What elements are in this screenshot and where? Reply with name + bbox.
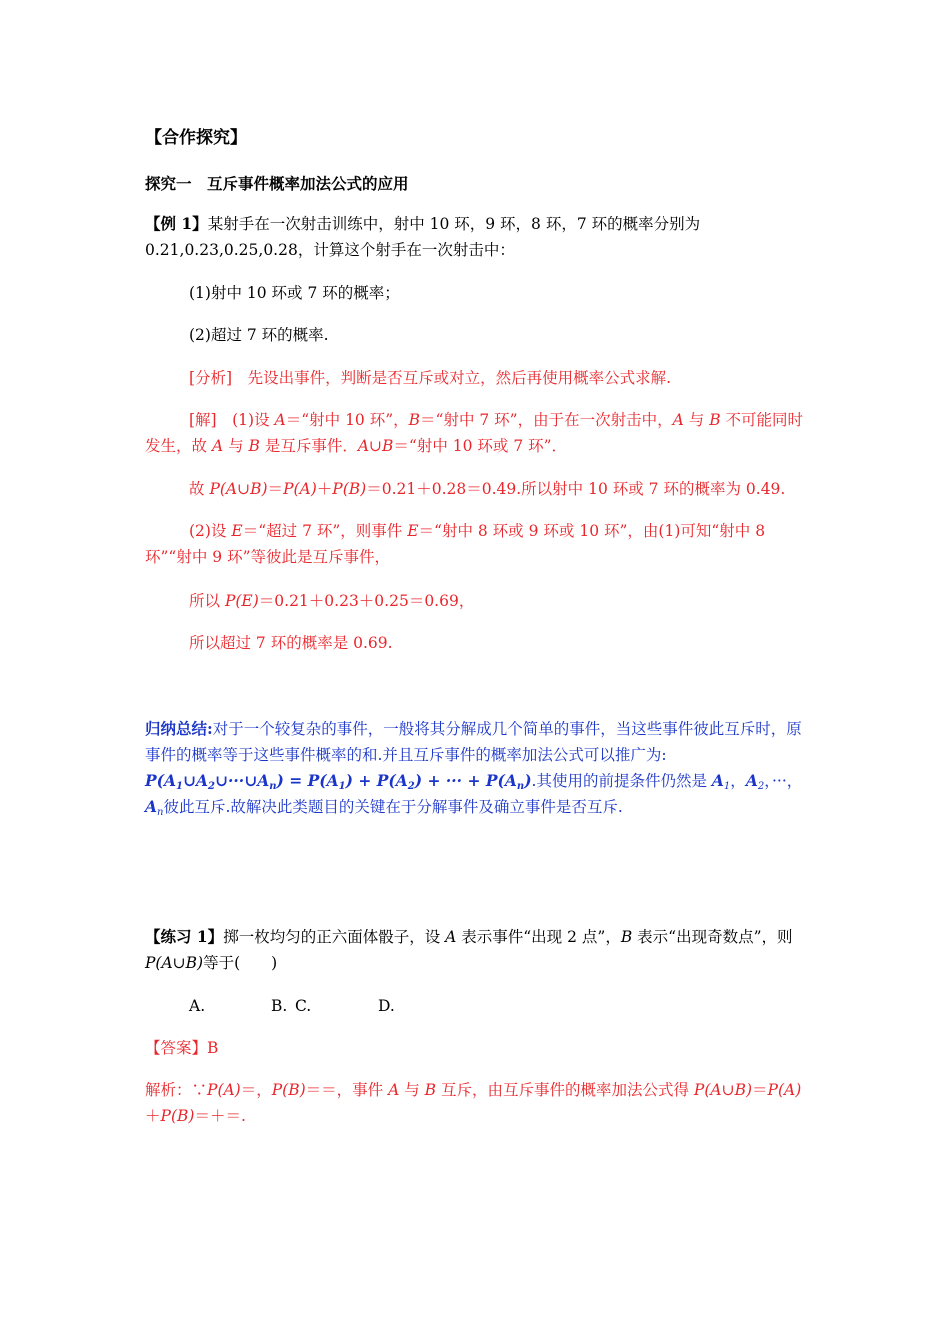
analysis-text: 先设出事件，判断是否互斥或对立，然后再使用概率公式求解. bbox=[247, 369, 672, 387]
solution-part-2: (2)设 E＝“超过 7 环”，则事件 E＝“射中 8 环或 9 环或 10 环”，由(1)可知“射中 8 环”“射中 9 环”等彼此是互斥事件， bbox=[145, 522, 766, 566]
option-c: C. bbox=[295, 997, 312, 1015]
summary-formula: $P(A_1\cup A_2\cup\cdot\cdot\cdot\cup A_n) = P(A_1) + P(A_2)$ + ··· + $P(A_n)$ bbox=[145, 771, 532, 792]
example-1 bbox=[145, 211, 807, 263]
solution-computation-2: 所以 P(E)＝0.21＋0.23＋0.25＝0.69， bbox=[189, 592, 475, 610]
option-a: A. bbox=[189, 997, 206, 1015]
analysis-label: [分析] bbox=[189, 369, 233, 387]
answer-label: 【答案】 bbox=[145, 1039, 208, 1057]
example-question-1: (1)射中 10 环或 7 环的概率； bbox=[189, 284, 400, 302]
analysis bbox=[145, 365, 807, 391]
example-question-2: (2)超过 7 环的概率. bbox=[189, 326, 329, 344]
answer bbox=[145, 1035, 807, 1061]
exercise-1: 【练习 1】掷一枚均匀的正六面体骰子，设 A 表示事件“出现 2 点”，B 表示“出现奇数点”，则 P(A∪B)等于( ) bbox=[145, 927, 793, 972]
explanation-label: 解析：∵ bbox=[145, 1081, 208, 1099]
subsection-title: 探究一 互斥事件概率加法公式的应用 bbox=[145, 174, 409, 193]
option-b: B. bbox=[271, 997, 288, 1015]
example-text: 某射手在一次射击训练中，射中 10 环，9 环，8 环，7 环的概率分别为 0.21,0.23,0.25,0.28，计算这个射手在一次射击中： bbox=[145, 215, 701, 259]
solution-part-1: [解] (1)设 A＝“射中 10 环”，B＝“射中 7 环”，由于在一次射击中，A 与 B 不可能同时发生，故 A 与 B 是互斥事件．A∪B＝“射中 10 环或 7 环”． bbox=[145, 411, 804, 455]
explanation: 解析：∵P(A)＝，P(B)＝＝，事件 A 与 B 互斥，由互斥事件的概率加法公式得 P(A∪B)＝P(A)＋P(B)＝＋＝. bbox=[145, 1081, 802, 1125]
summary-label: 归纳总结: bbox=[145, 719, 213, 738]
summary: 归纳总结:对于一个较复杂的事件，一般将其分解成几个简单的事件，当这些事件彼此互斥时，原事件的概率等于这些事件概率的和.并且互斥事件的概率加法公式可以推广为: $P(A_1\cup A_2\cup\cdot\cdot\cdot\cup A_n) = P(A_1) + P(A_2)$ + ··· + $P(A_n)$.其使用的前提条件仍然是 $A_1$，$A_2$，···，$A_n$彼此互斥.故解决此类题目的关键在于分解事件及确立事件是否互斥. bbox=[145, 719, 803, 818]
solution-result-1: 故 P(A∪B)＝P(A)＋P(B)＝0.21＋0.28＝0.49.所以射中 10 环或 7 环的概率为 0.49. bbox=[189, 480, 786, 498]
solution-conclusion-2: 所以超过 7 环的概率是 0.69. bbox=[189, 634, 393, 652]
option-d: D. bbox=[378, 997, 395, 1015]
exercise-label: 【练习 1】 bbox=[145, 927, 224, 946]
answer-value: B bbox=[207, 1039, 219, 1057]
section-title: 【合作探究】 bbox=[145, 128, 247, 148]
example-label: 【例 1】 bbox=[145, 214, 208, 233]
solution-label: [解] bbox=[189, 411, 217, 429]
